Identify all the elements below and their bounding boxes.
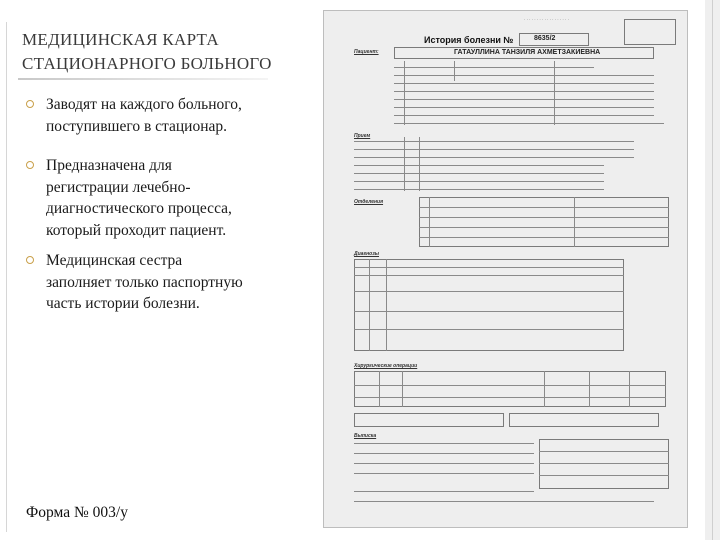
title-underline: [18, 78, 268, 80]
doc-departments-table: [419, 197, 669, 247]
doc-lower-box-right: [509, 413, 659, 427]
bullet-text-1: Заводят на каждого больного, поступившего в стационар.: [46, 96, 242, 135]
right-edge-strip: [705, 0, 720, 540]
doc-operations-table: [354, 371, 666, 407]
doc-section-diagnoses: Диагнозы: [354, 251, 380, 257]
bullet-text-3: Медицинская сестра заполняет только паспортную часть истории болезни.: [46, 252, 243, 312]
doc-section-departments: Отделения: [354, 199, 384, 205]
medical-record-scan: [323, 10, 688, 528]
bullet-icon: [26, 100, 34, 108]
doc-corner-box: [624, 19, 676, 45]
doc-section-discharge: Выписка: [354, 433, 377, 439]
left-divider: [6, 22, 7, 532]
bullet-icon: [26, 256, 34, 264]
bullet-icon: [26, 161, 34, 169]
bullet-text-2: Предназначена для регистрации лечебно- диагностического процесса, который проходит пациент.: [46, 157, 232, 239]
doc-header-title: История болезни №: [424, 35, 514, 45]
doc-section-admission: Прием: [354, 133, 371, 139]
doc-patient-name: ГАТАУЛЛИНА ТАНЗИЛЯ АХМЕТЗАКИЕВНА: [454, 49, 601, 56]
doc-patient-label: Пациент:: [354, 49, 379, 55]
doc-diagnoses-table: [354, 259, 624, 351]
doc-section-operations: Хирургические операции: [354, 363, 418, 369]
slide-title-line-2: СТАЦИОНАРНОГО БОЛЬНОГО: [22, 54, 272, 73]
slide-title-line-1: МЕДИЦИНСКАЯ КАРТА: [22, 30, 219, 49]
form-number-caption: Форма № 003/у: [26, 504, 128, 521]
doc-header-small: · · · · · · · · · · · · · · · · · ·: [524, 17, 569, 22]
doc-discharge-box: [539, 439, 669, 489]
doc-lower-box-left: [354, 413, 504, 427]
doc-number: 8635/2: [534, 35, 556, 42]
